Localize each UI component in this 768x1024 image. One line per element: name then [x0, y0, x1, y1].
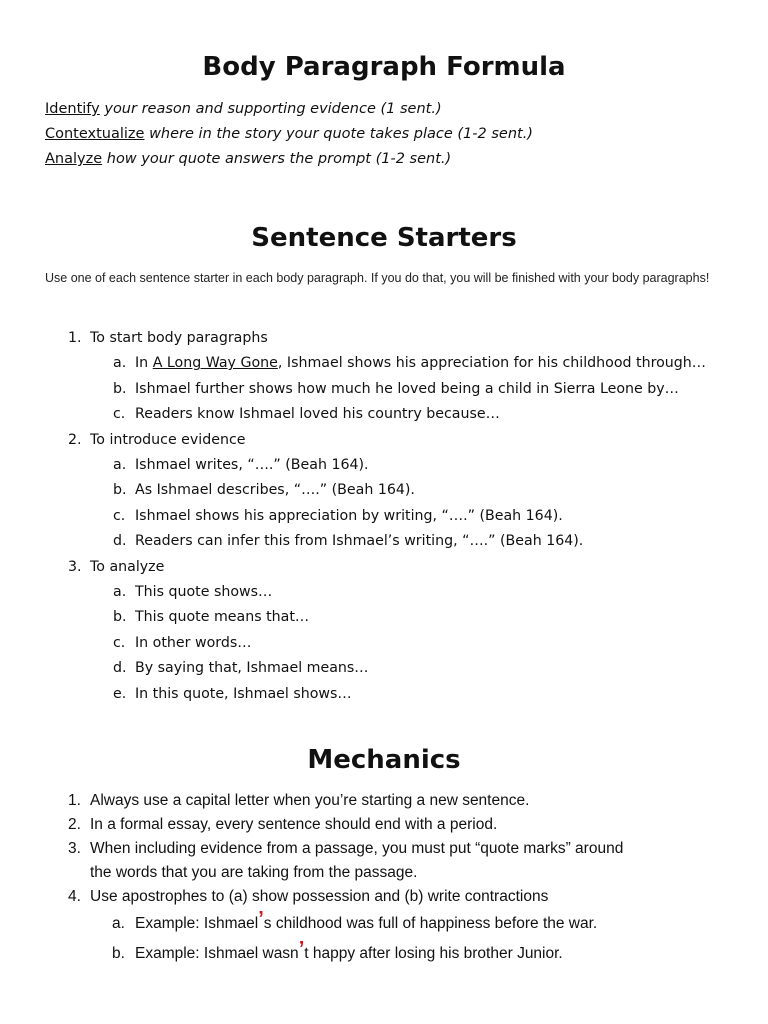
- list-number: 3.: [68, 558, 82, 575]
- formula-line-analyze: [45, 147, 533, 172]
- list-letter: b.: [113, 380, 127, 397]
- list-subitem: [68, 453, 706, 478]
- formula-desc: how your quote answers the prompt (1-2 sent.): [102, 151, 452, 167]
- subitem-text: In: [135, 355, 153, 372]
- list-letter: c.: [113, 406, 126, 423]
- subitem-text: This quote shows…: [135, 584, 273, 601]
- formula-desc: your reason and supporting evidence (1 sent.): [99, 101, 442, 117]
- list-label: To introduce evidence: [90, 431, 246, 448]
- list-subitem: [68, 939, 623, 969]
- starters-intro: Use one of each sentence starter in each body paragraph. If you do that, you will be finished with your body paragraphs!: [45, 271, 710, 285]
- formula-term: Analyze: [45, 151, 103, 167]
- subitem-text: Ishmael shows his appreciation by writing, “….” (Beah 164).: [135, 507, 563, 524]
- example-text: t happy after losing his brother Junior.: [304, 945, 563, 962]
- list-subitem: [68, 351, 706, 376]
- list-letter: c.: [113, 507, 126, 524]
- list-subitem: [68, 580, 706, 605]
- list-subitem: [68, 402, 706, 427]
- list-item: [68, 789, 623, 813]
- starters-heading: Sentence Starters: [251, 223, 517, 253]
- list-subitem: [68, 504, 706, 529]
- list-letter: a.: [113, 355, 127, 372]
- list-subitem: [68, 909, 623, 939]
- list-item: [68, 885, 623, 909]
- list-subitem: [68, 605, 706, 630]
- book-title: A Long Way Gone: [152, 355, 278, 372]
- list-number: 1.: [68, 792, 81, 809]
- subitem-text: Ishmael writes, “….” (Beah 164).: [135, 457, 369, 474]
- list-subitem: [68, 377, 706, 402]
- subitem-text: By saying that, Ishmael means…: [135, 660, 369, 677]
- formula-heading: Body Paragraph Formula: [202, 52, 566, 82]
- apostrophe-mark: ’: [298, 938, 305, 960]
- formula-desc: where in the story your quote takes place (1-2 sent.): [144, 126, 533, 142]
- subitem-text: Ishmael further shows how much he loved being a child in Sierra Leone by…: [135, 380, 679, 397]
- mechanics-list: [68, 789, 623, 969]
- list-text: When including evidence from a passage, you must put “quote marks” around: [90, 840, 624, 857]
- subitem-text: In other words…: [135, 634, 252, 651]
- example-text: Example: Ishmael: [135, 915, 259, 932]
- example-text: s childhood was full of happiness before the war.: [263, 915, 598, 932]
- list-number: 2.: [68, 816, 81, 833]
- list-label: To start body paragraphs: [90, 330, 268, 346]
- formula-line-contextualize: [45, 122, 533, 147]
- list-label: To analyze: [90, 558, 165, 575]
- starters-list: [68, 326, 706, 707]
- list-subitem: [68, 478, 706, 503]
- mechanics-heading: Mechanics: [307, 745, 461, 775]
- list-item: [68, 428, 706, 453]
- list-number: 2.: [68, 431, 82, 448]
- list-number: 3.: [68, 840, 81, 857]
- list-item: [68, 326, 706, 351]
- list-letter: d.: [113, 660, 127, 677]
- list-letter: d.: [113, 533, 127, 550]
- list-text-continued: the words that you are taking from the passage.: [90, 864, 418, 881]
- subitem-text: Readers know Ishmael loved his country because…: [135, 406, 500, 423]
- list-number: 1.: [68, 330, 82, 346]
- formula-line-identify: [45, 97, 533, 122]
- list-subitem: [68, 631, 706, 656]
- list-letter: a.: [113, 584, 127, 601]
- list-subitem: [68, 656, 706, 681]
- subitem-text: In this quote, Ishmael shows…: [135, 685, 352, 702]
- list-letter: b.: [112, 945, 125, 962]
- subitem-text: Readers can infer this from Ishmael’s writing, “….” (Beah 164).: [135, 533, 584, 550]
- list-item: [68, 813, 623, 837]
- list-letter: b.: [113, 609, 127, 626]
- list-letter: a.: [113, 457, 127, 474]
- formula-term: Identify: [45, 101, 100, 117]
- list-text: Always use a capital letter when you’re starting a new sentence.: [90, 792, 530, 809]
- list-letter: b.: [113, 482, 127, 499]
- list-subitem: [68, 682, 706, 707]
- formula-term: Contextualize: [45, 126, 145, 142]
- subitem-text: This quote means that…: [135, 609, 310, 626]
- list-item: [68, 837, 623, 861]
- example-text: Example: Ishmael wasn: [135, 945, 299, 962]
- subitem-text: , Ishmael shows his appreciation for his childhood through…: [277, 355, 706, 372]
- formula-list: [45, 97, 533, 172]
- list-text: In a formal essay, every sentence should end with a period.: [90, 816, 498, 833]
- list-number: 4.: [68, 888, 81, 905]
- list-letter: a.: [112, 915, 125, 932]
- list-item: [68, 555, 706, 580]
- list-text: Use apostrophes to (a) show possession and (b) write contractions: [90, 888, 549, 905]
- list-letter: e.: [113, 685, 127, 702]
- apostrophe-mark: ’: [258, 908, 264, 930]
- subitem-text: As Ishmael describes, “….” (Beah 164).: [135, 482, 415, 499]
- list-subitem: [68, 529, 706, 554]
- list-letter: c.: [113, 634, 126, 651]
